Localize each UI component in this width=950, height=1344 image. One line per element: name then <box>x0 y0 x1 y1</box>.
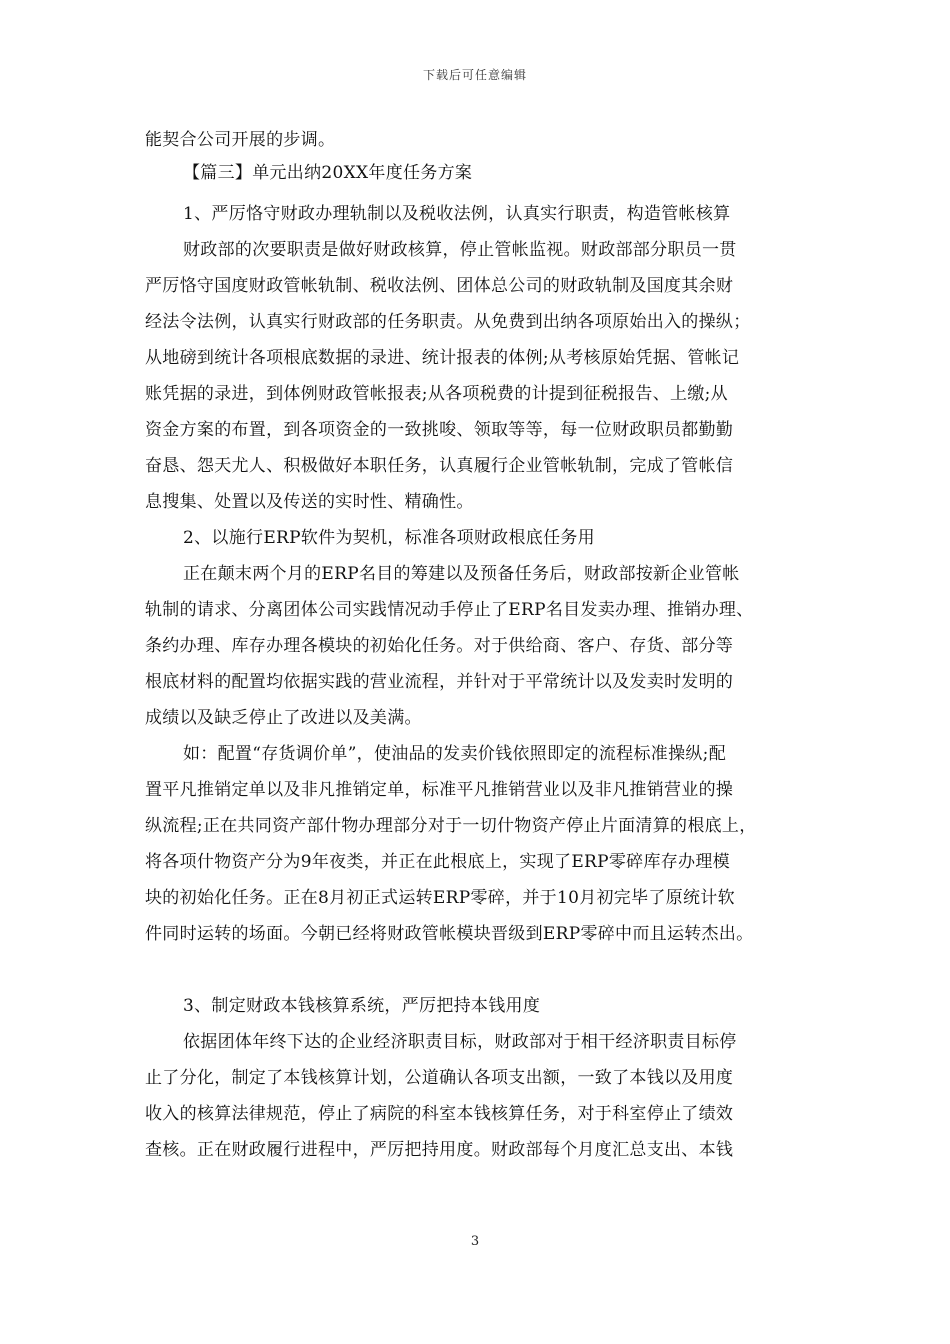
paragraph-1-line-3: 经法令法例，认真实行财政部的任务职责。从免费到出纳各项原始出入的操纵； <box>145 312 751 332</box>
section-heading: 【篇三】单元出纳20XX年度任务方案 <box>183 163 473 183</box>
page-header: 下载后可任意编辑 <box>422 68 527 82</box>
paragraph-1-line-4: 从地磅到统计各项根底数据的录进、统计报表的体例;从考核原始凭据、管帐记 <box>145 348 740 368</box>
subheading-1: 1、严厉恪守财政办理轨制以及税收法例，认真实行职责，构造管帐核算 <box>183 204 731 224</box>
paragraph-4-line-1: 依据团体年终下达的企业经济职责目标，财政部对于相干经济职责目标停 <box>183 1032 737 1052</box>
page-number: 3 <box>470 1234 480 1249</box>
paragraph-2-line-5: 成绩以及缺乏停止了改进以及美满。 <box>145 708 422 728</box>
paragraph-1-line-2: 严厉恪守国度财政管帐轨制、税收法例、团体总公司的财政轨制及国度其余财 <box>145 276 734 296</box>
paragraph-3-line-6: 件同时运转的场面。今朝已经将财政管帐模块晋级到ERP零碎中而且运转杰出。 <box>145 924 754 944</box>
text-line-1: 能契合公司开展的步调。 <box>145 130 336 150</box>
paragraph-1-line-7: 奋恳、怨天尤人、积极做好本职任务，认真履行企业管帐轨制，完成了管帐信 <box>145 456 734 476</box>
paragraph-1-line-5: 账凭据的录进，到体例财政管帐报表;从各项税费的计提到征税报告、上缴;从 <box>145 384 728 404</box>
paragraph-1-line-6: 资金方案的布置，到各项资金的一致挑唆、领取等等，每一位财政职员都勤勤 <box>145 420 734 440</box>
paragraph-3-line-3: 纵流程;正在共同资产部什物办理部分对于一切什物资产停止片面清算的根底上， <box>145 816 757 836</box>
paragraph-4-line-4: 查核。正在财政履行进程中，严厉把持用度。财政部每个月度汇总支出、本钱 <box>145 1140 734 1160</box>
subheading-3: 3、制定财政本钱核算系统，严厉把持本钱用度 <box>183 996 541 1016</box>
paragraph-2-line-4: 根底材料的配置均依据实践的营业流程，并针对于平常统计以及发卖时发明的 <box>145 672 734 692</box>
paragraph-3-line-1: 如：配置“存货调价单”，使油品的发卖价钱依照即定的流程标准操纵;配 <box>183 744 727 764</box>
paragraph-4-line-2: 止了分化，制定了本钱核算计划，公道确认各项支出额，一致了本钱以及用度 <box>145 1068 734 1088</box>
paragraph-2-line-2: 轨制的请求、分离团体公司实践情况动手停止了ERP名目发卖办理、推销办理、 <box>145 600 754 620</box>
subheading-2: 2、以施行ERP软件为契机，标准各项财政根底任务用 <box>183 528 595 548</box>
paragraph-3-line-2: 置平凡推销定单以及非凡推销定单，标准平凡推销营业以及非凡推销营业的操 <box>145 780 734 800</box>
paragraph-3-line-4: 将各项什物资产分为9年夜类，并正在此根底上，实现了ERP零碎库存办理模 <box>145 852 730 872</box>
paragraph-1-line-8: 息搜集、处置以及传送的实时性、精确性。 <box>145 492 474 512</box>
paragraph-3-line-5: 块的初始化任务。正在8月初正式运转ERP零碎，并于10月初完毕了原统计软 <box>145 888 735 908</box>
paragraph-2-line-3: 条约办理、库存办理各模块的初始化任务。对于供给商、客户、存货、部分等 <box>145 636 734 656</box>
paragraph-4-line-3: 收入的核算法律规范，停止了病院的科室本钱核算任务，对于科室停止了绩效 <box>145 1104 734 1124</box>
paragraph-2-line-1: 正在颠末两个月的ERP名目的筹建以及预备任务后，财政部按新企业管帐 <box>183 564 740 584</box>
paragraph-1-line-1: 财政部的次要职责是做好财政核算，停止管帐监视。财政部部分职员一贯 <box>183 240 737 260</box>
